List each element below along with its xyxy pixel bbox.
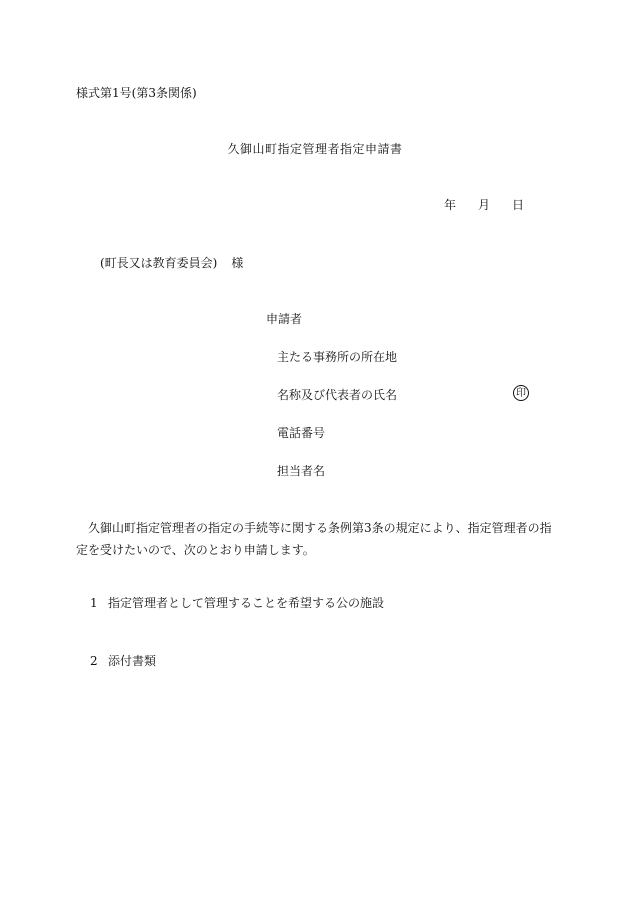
form-number: 様式第1号(第3条関係) bbox=[76, 86, 197, 100]
addressee-name: (町長又は教育委員会) bbox=[100, 256, 218, 270]
date-month-label: 月 bbox=[478, 198, 491, 212]
applicant-name-field: 名称及び代表者の氏名 bbox=[277, 388, 398, 402]
seal-mark-icon: 印 bbox=[513, 385, 529, 401]
item-text: 指定管理者として管理することを希望する公の施設 bbox=[108, 596, 385, 610]
addressee-line bbox=[100, 255, 243, 271]
item-number: 2 bbox=[90, 654, 98, 668]
date-line bbox=[444, 197, 524, 213]
application-body-text: 久御山町指定管理者の指定の手続等に関する条例第3条の規定により、指定管理者の指定を受けたいので、次のとおり申請します。 bbox=[76, 521, 552, 557]
item-facility bbox=[90, 595, 384, 611]
item-text: 添付書類 bbox=[108, 654, 157, 668]
applicant-contact-person-field: 担当者名 bbox=[277, 464, 326, 478]
applicant-phone-field: 電話番号 bbox=[277, 426, 326, 440]
document-title: 久御山町指定管理者指定申請書 bbox=[227, 142, 403, 156]
item-attachments bbox=[90, 653, 156, 669]
item-number: 1 bbox=[90, 596, 98, 610]
addressee-honorific: 様 bbox=[231, 256, 244, 270]
date-day-label: 日 bbox=[512, 198, 525, 212]
applicant-address-field: 主たる事務所の所在地 bbox=[277, 350, 398, 364]
applicant-label: 申請者 bbox=[266, 312, 303, 326]
date-year-label: 年 bbox=[444, 198, 457, 212]
